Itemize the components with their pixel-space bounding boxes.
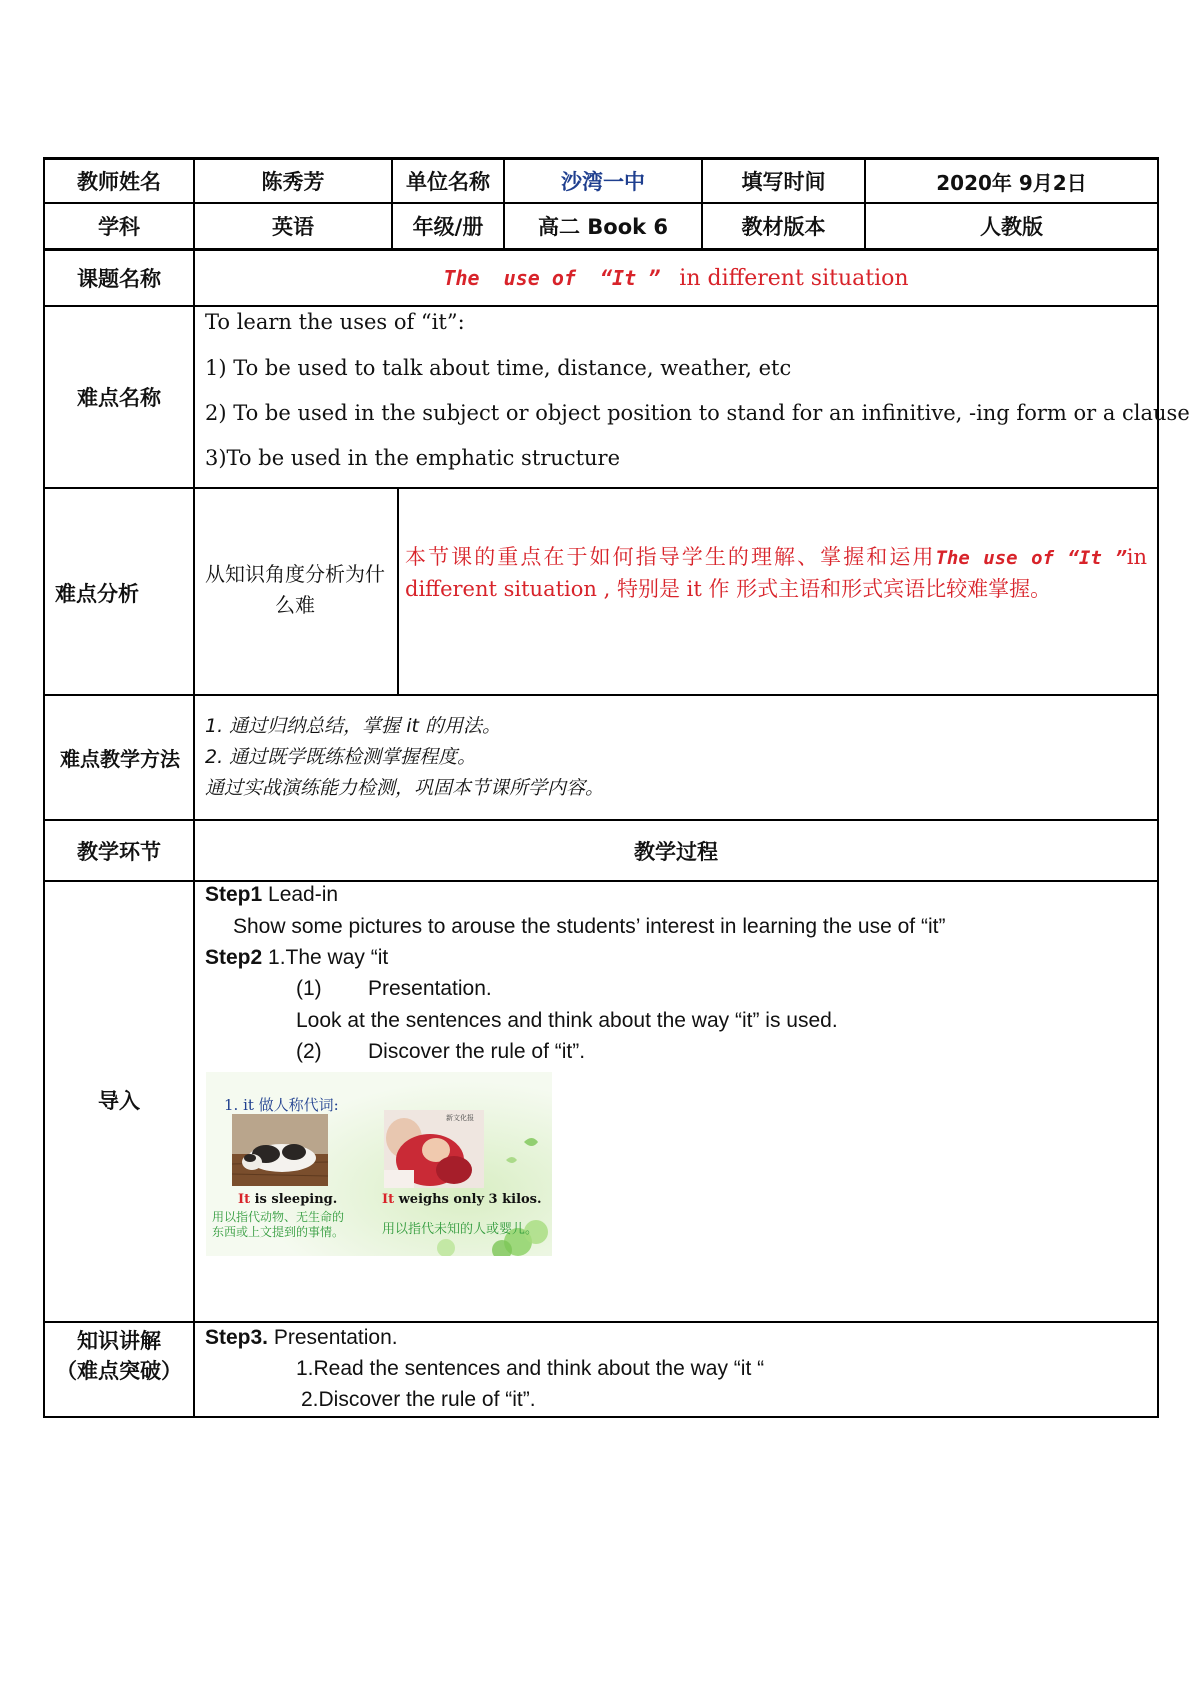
step3-bold: Step3. bbox=[205, 1326, 269, 1349]
step1-desc: Show some pictures to arouse the students’ interest in learning the use of “it” bbox=[233, 915, 946, 938]
analysis-text bbox=[405, 542, 1147, 605]
date-value: 2020年 9月2日 bbox=[936, 170, 1087, 195]
edition-label: 教材版本 bbox=[741, 215, 826, 239]
step2-line bbox=[205, 946, 388, 970]
unit-value: 沙湾一中 bbox=[561, 170, 645, 194]
photo-corner-text: 新文化报 bbox=[446, 1114, 474, 1122]
knowledge-line-2: 2.Discover the rule of “it”. bbox=[301, 1388, 536, 1411]
process-title: 教学过程 bbox=[634, 839, 718, 864]
look-line: Look at the sentences and think about the way “it” is used. bbox=[296, 1009, 838, 1032]
method-label: 难点教学方法 bbox=[60, 747, 180, 771]
left-caption-text: is sleeping. bbox=[250, 1192, 338, 1207]
unit-label: 单位名称 bbox=[406, 170, 490, 194]
subject-label: 学科 bbox=[98, 215, 140, 239]
intro-label: 导入 bbox=[98, 1089, 140, 1113]
sub2-num: (2) bbox=[296, 1040, 322, 1063]
teacher-label: 教师姓名 bbox=[77, 170, 161, 194]
grade-label: 年级/册 bbox=[412, 215, 484, 239]
step2-text: 1.The way “it bbox=[262, 946, 389, 969]
sub1-text: Presentation. bbox=[368, 977, 492, 1000]
analysis-label: 难点分析 bbox=[55, 582, 139, 606]
analysis-divider bbox=[397, 488, 399, 695]
topic-text: in different situation bbox=[679, 265, 909, 291]
analysis-sub-label: 从知识角度分析为什么难 bbox=[205, 562, 385, 617]
difficulty-line-2: 2) To be used in the subject or object position to stand for an infinitive, -ing form or a clause bbox=[205, 401, 1190, 425]
left-caption bbox=[238, 1192, 337, 1207]
row-line-9 bbox=[43, 1416, 1159, 1418]
method-item-2: 通过实战演练能力检测，巩固本节课所学内容。 bbox=[205, 777, 605, 799]
difficulty-line-0: To learn the uses of “it”: bbox=[205, 310, 465, 334]
analysis-text-b: in different situation , 特别是 it 作 形式主语和形式宾语比较难掌握。 bbox=[405, 545, 1147, 601]
topic-label: 课题名称 bbox=[77, 267, 161, 291]
process-label: 教学环节 bbox=[77, 839, 161, 864]
row-line-3 bbox=[43, 305, 1159, 307]
left-it: It bbox=[238, 1192, 251, 1207]
step2-bold: Step2 bbox=[205, 946, 263, 969]
method-item-0: 1. 通过归纳总结，掌握 it 的用法。 bbox=[205, 715, 501, 737]
right-note: 用以指代未知的人或婴儿。 bbox=[382, 1222, 539, 1237]
step3-text: Presentation. bbox=[268, 1326, 398, 1349]
table-right-border bbox=[1157, 158, 1159, 1418]
knowledge-label: 知识讲解 （难点突破） bbox=[56, 1329, 182, 1383]
slide-title: 1. it 做人称代词: bbox=[224, 1096, 339, 1114]
knowledge-line-1: 1.Read the sentences and think about the way “it “ bbox=[296, 1357, 765, 1380]
row-line-5 bbox=[43, 694, 1159, 696]
difficulty-label: 难点名称 bbox=[77, 386, 161, 410]
right-it: It bbox=[382, 1192, 395, 1207]
step1-bold: Step1 bbox=[205, 883, 263, 906]
step3-line bbox=[205, 1326, 398, 1350]
method-item-1: 2. 通过既学既练检测掌握程度。 bbox=[205, 746, 477, 768]
baby-photo bbox=[384, 1110, 484, 1188]
difficulty-line-1: 1) To be used to talk about time, distance, weather, etc bbox=[205, 356, 792, 380]
teacher-value: 陈秀芳 bbox=[261, 170, 325, 194]
grade-value: 高二 Book 6 bbox=[537, 215, 669, 239]
difficulty-line-3: 3)To be used in the emphatic structure bbox=[205, 446, 621, 470]
step1-text: Lead-in bbox=[262, 883, 339, 906]
step1-line bbox=[205, 883, 338, 907]
topic-code: The use of “It ” bbox=[443, 266, 661, 290]
right-caption bbox=[382, 1192, 542, 1207]
right-caption-text: weighs only 3 kilos. bbox=[394, 1192, 542, 1207]
date-label: 填写时间 bbox=[741, 170, 826, 194]
topic-title bbox=[195, 251, 1157, 305]
slide-image bbox=[206, 1072, 552, 1256]
row-line-8 bbox=[43, 1321, 1159, 1323]
sub1-num: (1) bbox=[296, 977, 322, 1000]
left-note: 用以指代动物、无生命的东西或上文提到的事情。 bbox=[212, 1210, 345, 1239]
analysis-text-a: 本节课的重点在于如何指导学生的理解、掌握和运用 bbox=[405, 545, 936, 569]
analysis-code: The use of “It ” bbox=[935, 547, 1127, 569]
row-line-7 bbox=[43, 880, 1159, 882]
subject-value: 英语 bbox=[272, 215, 314, 239]
row-line-4 bbox=[43, 487, 1159, 489]
edition-value: 人教版 bbox=[980, 215, 1043, 239]
cat-photo bbox=[232, 1114, 328, 1186]
sub2-text: Discover the rule of “it”. bbox=[368, 1040, 586, 1063]
